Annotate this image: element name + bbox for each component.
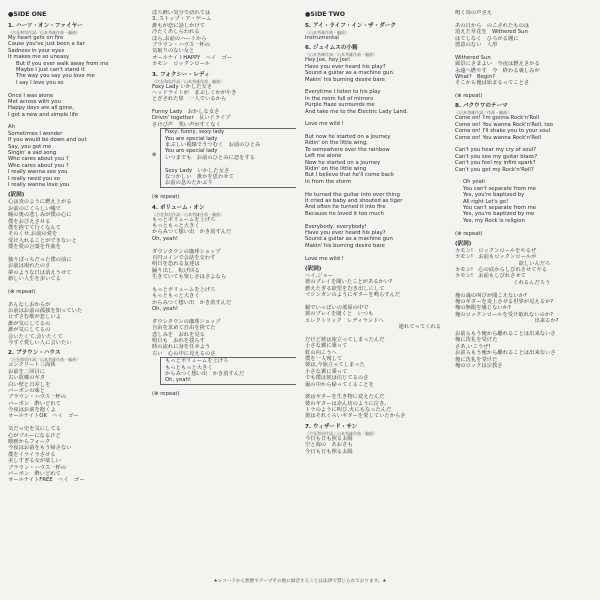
lyric-line: I really wanna see you <box>8 169 68 176</box>
lyric-line: It makes me so uneasy <box>8 54 70 61</box>
lyric-line: 誰が気にしてるの <box>8 327 51 334</box>
lyric-block <box>8 420 146 484</box>
lyric-line: Yes, you're baptized by <box>463 192 525 199</box>
lyric-line: 誰もが恋に話しかけて <box>152 22 205 29</box>
lyric-line: Makin' his burning desire bare <box>305 76 385 83</box>
lyric-line: 古い 心の中に見えるのさ <box>152 350 216 357</box>
lyric-line: (⊗ repeat) <box>8 288 36 295</box>
lyric-line: カモン! ロックンロールをやるぜ <box>455 247 537 254</box>
lyric-line: そこから俺は始まるってことさ <box>455 80 530 87</box>
lyric-line: オールナイトOK ヘイ ゴー <box>8 413 79 420</box>
lyric-line: からみつく想い出 かき消すんだ <box>165 370 245 377</box>
song-title: 1. ハーツ・オン・ファイヤー <box>8 23 83 29</box>
lyric-block <box>152 357 296 385</box>
lyric-line: ダウンタウンの珈琲ショップ <box>152 248 221 255</box>
lyric-line: And often he turned it into fire <box>305 204 386 211</box>
lyric-line: Oh yeah <box>463 179 486 186</box>
lyric-line: 3. ストップ・ア・ゲーム <box>152 16 212 23</box>
column-side-two-right <box>455 10 595 369</box>
column-side-one-right <box>152 10 296 397</box>
lyric-line: Met across with you <box>8 98 61 105</box>
lyric-block <box>8 192 146 250</box>
song-title: 6. ジェイムスの小箱 <box>305 45 358 52</box>
lyric-line: お前のにくらしい嘘で <box>8 205 61 212</box>
lyric-line: ダウンタウンの珈琲ショップ <box>152 318 221 325</box>
lyric-line: そのくせ,お前の愛を <box>8 231 58 238</box>
chorus-marker: ⊗ <box>152 152 157 159</box>
song-title: 5. アイ・ライフ・イン・ザ・ダーク <box>305 23 397 29</box>
lyric-line: 新しい人生を歩いてる <box>8 276 61 283</box>
lyric-line: 今日も日も照る太陽 <box>305 435 353 442</box>
lyric-line: Funny Lady おかしな女さ <box>152 109 220 116</box>
lyric-line: (⊗ repeat) <box>455 230 483 237</box>
lyric-line: 俺のロックンロールを受け取れないのか? <box>455 311 553 318</box>
lyric-line: Makin' his burning desire bare <box>305 242 385 249</box>
lyric-line: 今すぐ愛しい人に会いたい <box>8 339 72 346</box>
lyric-line: 俺の無限を感じないか? <box>455 305 511 312</box>
lyric-line: 俺に洗礼を受けた <box>455 337 498 344</box>
side-heading: ●SIDE ONE <box>8 11 47 18</box>
lyric-line: 彼はギターを生き物に変えたんだ <box>305 394 385 401</box>
lyric-block <box>152 188 296 201</box>
lyric-line: If you would be down and out <box>8 137 87 144</box>
lyric-line: Singin' a sad song <box>8 150 57 157</box>
lyric-line: 僕を愛の言葉を作曲を <box>8 244 61 251</box>
lyric-line: Everytime I listen to his play <box>305 89 381 96</box>
lyric-line: Can't you hear my cry of soul? <box>455 147 536 154</box>
lyric-line: お前の息のたかぶり <box>165 180 213 187</box>
lyric-block <box>455 103 595 173</box>
lyric-line: 古い故郷のギタ <box>8 375 46 382</box>
song-title: 4. ボリューム・オン <box>152 204 205 211</box>
lyric-line: 明日も おれを揺らす <box>152 337 205 344</box>
lyric-line: 俺のギターを炎上させる世界が見えるか? <box>455 299 554 306</box>
lyric-line: 悪意のない 人形 <box>455 41 498 48</box>
lyric-line: You are special lady <box>165 135 218 142</box>
lyric-line: Everybody, everybody! <box>305 223 367 230</box>
lyric-line: Foxy, funny, sexy lady <box>165 129 225 136</box>
song-title: 7. ウィザード・サン <box>305 423 358 430</box>
song-credit: （山本秀雄作曲・編曲） <box>305 30 349 35</box>
lyric-block <box>305 45 445 262</box>
song-title: 3. フォクシー・レディ <box>152 71 210 78</box>
lyric-line: もっともっと大きく <box>165 364 213 371</box>
lyric-line: 鳴く鳥の声さえ <box>455 10 493 16</box>
lyric-line: トラのように叫び,火にもなったんだ <box>305 407 392 414</box>
lyric-line: 俺のロックは宗教さ <box>455 362 503 369</box>
lyric-line: Drivin' together 長いドライブ <box>152 115 231 122</box>
lyric-line: 空と海の あおさも <box>305 442 353 449</box>
lyric-line: Sound a guitar as a machine gun. <box>305 70 395 77</box>
lyric-line: Maybe I just can't stand it <box>16 66 85 73</box>
lyric-line: コンクリート三面体 <box>8 362 56 369</box>
lyric-line: カモン! お前もしびれさせて <box>455 273 526 280</box>
lyric-line: 今日も日も照る太陽 <box>305 448 353 455</box>
lyric-line: 風景にさまよい 今夜は燃えさかる <box>455 61 540 68</box>
lyric-line: 冷たくあしらわれる <box>152 29 200 36</box>
lyric-line: 踊り出し 転げ回る <box>152 267 200 274</box>
lyric-line: 今夜はお前を抱くよ <box>8 407 56 414</box>
lyric-line: オールナイトHAPPY ヘイ ゴー <box>152 54 233 61</box>
lyric-line: 小さな翼に乗って <box>305 343 348 350</box>
lyric-line: でも僕は彼は信じてるのさ <box>305 375 369 382</box>
lyric-line: オールナイトFREE ヘイ ゴー <box>8 477 85 484</box>
lyric-block <box>305 266 445 324</box>
lyric-line: Sexy Lady いかした女さ <box>165 167 230 174</box>
lyric-line: 彼はそれくらいギターを愛していたからさ <box>305 413 406 420</box>
lyric-line: いつまでも お前のひとみに恋をする <box>165 154 256 161</box>
lyric-line: はてしなく ひろがる闇に <box>455 35 519 42</box>
lyric-line: 僕を一人残して <box>305 355 343 362</box>
lyric-block <box>305 23 445 41</box>
lyric-line: ブラウン・ハウス一杯の <box>152 41 211 48</box>
lyric-line: You can't separate from me <box>463 204 537 211</box>
lyric-line: 彼のギターは赤ん坊のように泣き, <box>305 400 387 407</box>
lyric-block <box>455 224 595 237</box>
lyric-line: だけど彼は旅立ってしまったんだ <box>305 336 385 343</box>
lyric-line: Come on! I'll shake you to your soul <box>455 128 551 135</box>
lyric-line: All right Let's go! <box>463 198 509 205</box>
lyric-line: I say I love you so <box>16 79 64 86</box>
chorus-bracket <box>152 128 296 188</box>
lyric-line: バーボン 酔いどれて <box>8 400 61 407</box>
lyric-line: 俺に洗礼を受けた <box>455 356 498 363</box>
lyric-line: In the room full of mirrors <box>305 95 373 102</box>
lyric-line: Say, you got me <box>8 143 52 150</box>
side-heading: ●SIDE TWO <box>305 11 345 18</box>
lyric-line: 彼のプレイを聞いたことがあるかい? <box>305 279 393 286</box>
lyric-line: Who cares about you ? <box>8 156 69 163</box>
lyric-block <box>455 241 595 369</box>
lyric-line: 僕をおびえさせる <box>8 218 51 225</box>
lyric-line: The way you say you love me <box>16 73 95 80</box>
lyric-line: Yes, my Rock is religion <box>463 217 525 224</box>
lyric-line: 僕をイライラさせる <box>8 451 56 458</box>
lyric-line: 夢のような日は消えうせて <box>8 269 72 276</box>
lyric-line: バーボン 酔いどれて <box>8 471 61 477</box>
lyric-line: Have you ever heard his play? <box>305 63 386 70</box>
lyric-line: エレクトリック レディランドへ <box>305 317 384 324</box>
lyric-line: Because he loved it too much <box>305 210 384 217</box>
lyric-line: お前らもう俺から離れることは出来ないさ <box>455 350 556 357</box>
lyric-block <box>8 86 146 188</box>
lyric-line: (⊗ repeat) <box>455 93 483 100</box>
lyric-line: 俺の魂の叫びが聞こえないか? <box>455 292 527 299</box>
lyric-line: カモン! 心の底からしびれさせてやる <box>455 267 548 274</box>
lyric-line: Purple Haze surrounds me <box>305 102 375 109</box>
lyric-line: Come on! I'm gonna Rock'n'Roll <box>455 115 540 122</box>
lyric-line: ほろ酔い気分で訪れては <box>152 10 211 16</box>
lyric-line: Who cares about you ? <box>8 162 69 169</box>
lyric-block <box>455 10 595 99</box>
lyric-line: くれるんだろう <box>455 279 551 286</box>
lyric-line: バーボンの味と <box>8 387 46 394</box>
lyric-line: It cried as baby and shouted as tiger <box>305 197 403 204</box>
lyric-line: ブラウン・ハウス一杯の <box>8 394 67 401</box>
lyric-line: Now he started on a journey <box>305 159 381 166</box>
lyric-line: とざされた扉 一人でいるから <box>152 96 227 103</box>
lyric-line: 受け入れることができないと <box>8 237 77 244</box>
lyric-block <box>152 385 296 398</box>
lyric-line: Ridin' on the little wing, <box>305 140 368 147</box>
lyric-block <box>8 350 146 420</box>
lyric-line: ヘッドライトが まぶしくかがやき <box>152 89 237 96</box>
lyric-line: 今夜はお前をもう帰さない <box>8 445 72 452</box>
lyric-line: 気だっ史を気にしてる <box>8 426 61 433</box>
lyric-block <box>152 10 296 68</box>
song-credit: （吉見和男作詞／山本秀雄作曲・編曲） <box>8 357 80 363</box>
lyric-line: 欲しいんだろ <box>455 260 551 267</box>
lyric-line: 彼は,今旅立ってしまった <box>305 362 365 369</box>
column-side-one-left <box>8 10 146 484</box>
lyric-line: ほら,お前のハートから <box>152 35 207 42</box>
song-credit: （山本秀雄作詞／作曲・編曲） <box>455 110 511 116</box>
song-title: (訳詞) <box>305 265 322 272</box>
lyric-line: But now he started on a journey <box>305 134 391 141</box>
lyric-line: But I believe that he'll come back <box>305 172 394 179</box>
lyric-line: カモン ロックンロール <box>152 61 211 68</box>
lyric-line: 出来るか? <box>455 318 559 325</box>
lyric-line: Sound a guitar as a machine gun <box>305 236 393 243</box>
lyric-line: Sadness in your eyes <box>8 47 65 54</box>
lyric-line: Cause you've just been a liar <box>8 41 85 48</box>
lyric-line: Have you ever heard his play? <box>305 229 386 236</box>
lyric-line: 鏡でいっぱいの部屋の中で <box>305 304 369 311</box>
lyric-line: You can't separate from me <box>463 185 537 192</box>
lyric-line: 生きていても楽しさはさよなら <box>152 274 227 281</box>
lyric-block <box>8 23 146 61</box>
lyric-line: Can't you feel my infini spark? <box>455 160 536 167</box>
lyric-line: もっともっと大きく <box>152 222 200 229</box>
lyric-line: 永遠へ燃やす 今 終わる裏しみが <box>455 67 540 74</box>
song-title: 8. バクウワのテーマ <box>455 103 508 110</box>
lyric-line: Come on! You wanna Rock'n'Roll <box>455 134 542 141</box>
lyric-line: まぶしい視線でうつむく お前のひとみ <box>165 142 261 149</box>
lyric-line: You are special lady <box>165 148 218 155</box>
lyric-line: Can't you see my guitar blaze? <box>455 153 538 160</box>
lyric-line: Love me wild ! <box>305 255 344 262</box>
lyric-block <box>305 424 445 455</box>
lyric-line: 心がブルーになるけど <box>8 432 61 439</box>
lyric-line: ロずさむ歌が悲しいよ <box>8 314 61 321</box>
lyric-line: もっともっと大きく <box>152 293 200 300</box>
lyric-block <box>152 205 296 358</box>
lyric-line: 虹の向こうへ <box>305 349 337 356</box>
lyric-line: Come on! You wanna Rock'n'Roll, too <box>455 121 553 128</box>
lyric-line: 独りぼっちだった僕の前に <box>8 256 72 263</box>
lyric-line: In from the storm <box>305 178 352 185</box>
song-credit: （山本秀雄作詞／山本秀雄作曲・編曲） <box>305 52 377 58</box>
lyric-line: さあ,いこうぜ! <box>455 343 491 350</box>
lyric-line: I got a new and simple life <box>8 111 79 118</box>
lyric-line: Once I was alone <box>8 92 54 99</box>
lyric-line: 白い壁と日差しを <box>8 381 51 388</box>
lyric-line: ブラウン・ハウス一杯の <box>8 464 67 471</box>
lyric-line: To somewhere over the rainbow <box>305 146 390 153</box>
lyric-line: Ah <box>8 124 15 131</box>
lyric-line: マシンガンのようにギターを鳴らすんだ <box>305 292 401 299</box>
lyric-line: Foxy Lady いかした女さ <box>152 83 213 90</box>
lyric-line: My heart gets on fire <box>8 35 64 41</box>
lyric-line: Sometimes I wonder <box>8 130 63 137</box>
lyric-line: 百円コインで会話を交わす <box>152 254 216 261</box>
lyric-line: もっとボリュームを上げろ <box>152 216 216 223</box>
lyric-line: And take me to the Electric Lady Land. <box>305 108 408 115</box>
lyric-line: But if you ever walk away from me <box>16 60 109 67</box>
lyric-block <box>152 72 296 129</box>
lyric-line: あの日から のこされたものは <box>455 22 530 29</box>
song-credit: （吉見和男作詞／山本秀雄作曲・編曲） <box>152 211 224 217</box>
lyric-line: (⊗ repeat) <box>152 194 180 201</box>
lyric-line: What? Begin? <box>455 73 495 80</box>
lyric-line: Oh, yeah! <box>152 306 179 313</box>
song-title: 2. ブラウン・ハウス <box>8 350 61 357</box>
song-credit: （吉見和男作詞／山本秀雄作曲・編曲） <box>305 430 377 436</box>
lyric-line: 燃えたぎる欲望をむき出しにして <box>305 285 385 292</box>
lyric-line: Instrumental <box>305 35 339 41</box>
lyric-line: Oh, yeah! <box>165 377 192 384</box>
lyric-line: 時の流れに身を任せよう <box>152 344 211 351</box>
lyric-line: Withered Sun <box>455 54 491 61</box>
lyric-line: カモン! お前もロックンロールが <box>455 254 537 261</box>
lyric-line: 彼のプレイを聞くと いつも <box>305 311 374 318</box>
lyric-line: 連れてってくれる <box>398 324 441 331</box>
lyric-line: 悲しみを おれを見る <box>152 331 205 338</box>
lyric-line: 心は炎のように燃え上がる <box>8 199 72 206</box>
lyric-line: He turned the guitar into over thing <box>305 191 400 198</box>
lyric-line: 自由を求めて自由を捨てた <box>152 325 216 332</box>
lyric-line: Love me wild ! <box>305 121 344 128</box>
lyric-line: (⊗ repeat) <box>152 391 180 398</box>
lyric-line: もっとボリュームを上げろ <box>165 358 229 365</box>
lyric-line: からみつく想い出 かき消すんだ <box>152 299 232 306</box>
lyric-line: ヘイ,ジョー <box>305 272 334 279</box>
lyric-line: Oh, yeah! <box>152 235 179 242</box>
lyric-block <box>8 61 146 87</box>
lyric-line: 消えた草花を Withered Sun <box>455 29 528 36</box>
lyric-line: あんなしおからが <box>8 301 51 308</box>
lyric-line: お前はお前の孤独を知っていた <box>8 308 83 315</box>
lyric-line: 美しすぎる女が欲しい <box>8 458 61 465</box>
lyric-block <box>305 330 445 419</box>
lyric-block <box>152 128 296 188</box>
lyric-line: 嵐の中から帰ってくることを <box>305 381 374 388</box>
lyric-line: 小さな翼に乗って <box>305 368 348 375</box>
chorus-bracket <box>160 357 296 385</box>
lyric-line: 僕を捨てて行くなんて <box>8 224 61 231</box>
song-title: (訳詞) <box>8 192 25 199</box>
lyric-line: Left me alone <box>305 153 342 160</box>
lyric-line: Ridin' on the little wing <box>305 166 367 173</box>
lyric-line: 明日を恐れる友達は <box>152 261 200 268</box>
lyric-line: I really wanna love you <box>8 181 70 188</box>
song-title: (訳詞) <box>455 240 472 247</box>
lyric-line: なつかしい 誰かを思わせて <box>165 173 234 180</box>
lyric-line: 会いたくて,会いたくて <box>8 333 63 340</box>
lyric-line: お前を二回目に <box>8 368 46 375</box>
lyric-line: Can't you get my Rock'n'Roll? <box>455 166 534 173</box>
lyric-line: 瞳の奥の悲しみが僕の心に <box>8 212 72 219</box>
lyric-line: Yes, you're baptized by me <box>463 211 535 218</box>
lyric-line: からみつく想い出 かき消すんだ <box>152 229 232 236</box>
song-credit: （吉見和男作詞／山本秀雄作曲・編曲） <box>152 78 224 84</box>
lyric-block <box>8 251 146 347</box>
column-side-two-left <box>305 10 445 455</box>
song-credit: （吉見和男作詞／山本秀雄作曲・編曲） <box>8 30 80 35</box>
lyric-block <box>455 173 595 224</box>
lyric-line: 気取りのない女と <box>152 48 195 55</box>
lyric-line: 映画からフォーク <box>8 439 51 446</box>
lyric-line: さけび声 笑い声がすくなく <box>152 121 221 128</box>
lyric-line: Hey Joe, hey Joe! <box>305 57 351 64</box>
copyright-notice: ★レコードから無断でテープその他に録音することは法律で禁じられております。★ <box>213 579 387 584</box>
lyric-line: もっとボリュームを上げろ <box>152 286 216 293</box>
lyric-line: 誰が気にしてるの <box>8 320 51 327</box>
lyric-line: Happy days are all gone, <box>8 105 74 112</box>
lyric-line: お前は現れたのさ <box>8 263 51 270</box>
lyric-line: I really need you so <box>8 175 60 182</box>
lyric-line: お前らもう俺から離れることは出来ないさ <box>455 330 556 337</box>
